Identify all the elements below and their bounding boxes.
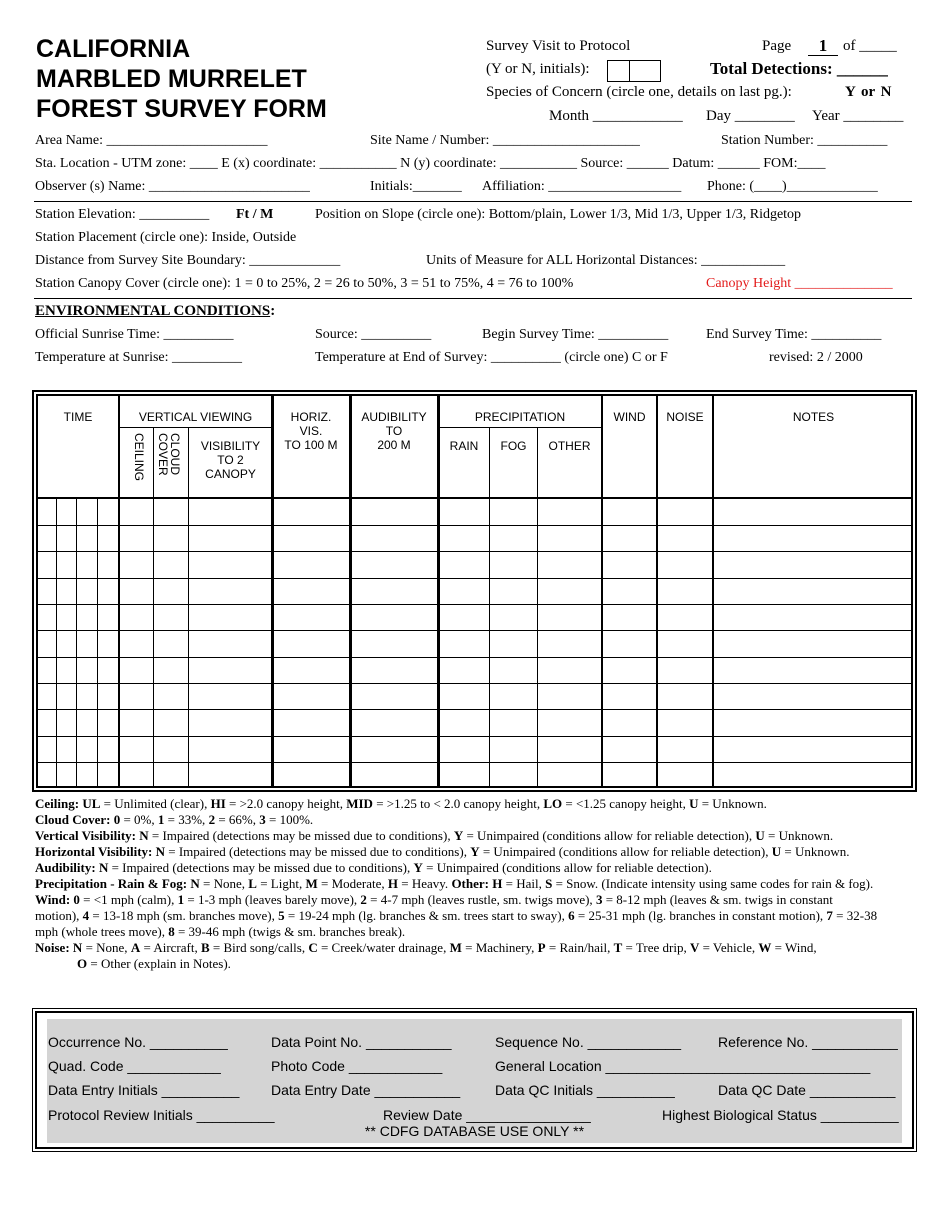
total-detections-field[interactable]: Total Detections: ______ [710, 59, 888, 78]
legend-noise-line-1: Noise: N = None, A = Aircraft, B = Bird song/calls, C = Creek/water drainage, M = Machinery, P = Rain/hail, T = Tree drip, V = Vehicle, W = Wind, [35, 940, 817, 955]
legend-audibility: Audibility: N = Impaired (detections may be missed due to conditions), Y = Unimpaired (conditions allow for reliable detection). [35, 860, 712, 875]
col-sep [118, 394, 120, 788]
month-field[interactable]: Month ____________ [549, 108, 683, 124]
protocol-initials-box[interactable] [629, 60, 630, 82]
col-sep [601, 394, 603, 788]
divider-middle [34, 298, 912, 299]
reference-no-field[interactable]: Reference No. ___________ [718, 1034, 898, 1050]
col-header-precipitation: PRECIPITATION [474, 410, 566, 424]
legend-vertical-visibility: Vertical Visibility: N = Impaired (detections may be missed due to conditions), Y = Unimpaired (conditions allow for reliable detection), U = Unknown. [35, 828, 834, 843]
header-bottom-line [36, 497, 913, 499]
form-title-line-3: FOREST SURVEY FORM [36, 95, 327, 123]
legend-noise-line-2: O = Other (explain in Notes). [77, 956, 231, 971]
highest-biological-status-field[interactable]: Highest Biological Status __________ [662, 1107, 899, 1123]
phone-field[interactable]: Phone: (____)_____________ [707, 179, 878, 194]
survey-visit-label: Survey Visit to Protocol [486, 38, 631, 54]
col-header-horiz-vis: HORIZ. VIS. TO 100 M [284, 410, 338, 452]
page-of-field[interactable]: of _____ [843, 38, 897, 54]
form-title-line-1: CALIFORNIA [36, 35, 191, 63]
subheader-line [118, 427, 271, 428]
row-line [36, 762, 913, 763]
sunrise-source-field[interactable]: Source: __________ [315, 327, 432, 342]
row-line [36, 578, 913, 579]
col-header-noise: NOISE [666, 410, 704, 424]
legend-horizontal-visibility: Horizontal Visibility: N = Impaired (detections may be missed due to conditions), Y = Unimpaired (conditions allow for reliable detection), U = Unknown. [35, 844, 850, 859]
canopy-height-field[interactable]: Canopy Height ______________ [706, 276, 893, 291]
col-sep [437, 394, 440, 788]
review-date-field[interactable]: Review Date ________________ [383, 1107, 591, 1123]
row-line [36, 630, 913, 631]
data-qc-initials-field[interactable]: Data QC Initials __________ [495, 1082, 675, 1098]
begin-survey-field[interactable]: Begin Survey Time: __________ [482, 327, 669, 342]
col-sep [76, 498, 77, 788]
page-label: Page [762, 38, 792, 54]
form-title-line-2: MARBLED MURRELET [36, 65, 307, 93]
photo-code-field[interactable]: Photo Code ____________ [271, 1058, 443, 1074]
legend-ceiling: Ceiling: UL = Unlimited (clear), HI = >2.0 canopy height, MID = >1.25 to < 2.0 canopy height, LO = <1.25 canopy height, U = Unknown. [35, 796, 767, 811]
data-point-no-field[interactable]: Data Point No. ___________ [271, 1034, 452, 1050]
canopy-cover-choice[interactable]: Station Canopy Cover (circle one): 1 = 0 to 25%, 2 = 26 to 50%, 3 = 51 to 75%, 4 = 76 to 100% [35, 276, 574, 291]
elevation-units-choice[interactable]: Ft / M [236, 207, 274, 222]
col-sep [56, 498, 57, 788]
station-number-field[interactable]: Station Number: __________ [721, 133, 888, 148]
col-header-fog: FOG [500, 439, 527, 453]
col-sep [349, 394, 352, 788]
species-of-concern-label: Species of Concern (circle one, details on last pg.): [486, 84, 792, 100]
observer-name-field[interactable]: Observer (s) Name: _______________________ [35, 179, 310, 194]
yn-initials-label: (Y or N, initials): [486, 61, 590, 77]
protocol-review-initials-field[interactable]: Protocol Review Initials __________ [48, 1107, 275, 1123]
protocol-yn-box[interactable] [607, 60, 661, 82]
quad-code-field[interactable]: Quad. Code ____________ [48, 1058, 221, 1074]
col-sep [271, 394, 274, 788]
year-field[interactable]: Year ________ [812, 108, 904, 124]
legend-wind-line-3: mph (whole trees move), 8 = 39-46 mph (twigs & sm. branches break). [35, 924, 406, 939]
database-use-only-note: ** CDFG DATABASE USE ONLY ** [364, 1123, 585, 1139]
day-field[interactable]: Day ________ [706, 108, 795, 124]
col-header-vertical-viewing: VERTICAL VIEWING [138, 410, 253, 424]
temp-end-field[interactable]: Temperature at End of Survey: __________ (circle one) C or F [315, 350, 668, 365]
subheader-line [437, 427, 601, 428]
col-header-time: TIME [63, 410, 93, 424]
row-line [36, 683, 913, 684]
data-entry-date-field[interactable]: Data Entry Date ___________ [271, 1082, 461, 1098]
station-location-field[interactable]: Sta. Location - UTM zone: ____ E (x) coordinate: ___________ N (y) coordinate: ___________ Source: ______ Datum: ______ FOM:____ [35, 156, 826, 171]
legend-wind-line-1: Wind: 0 = <1 mph (calm), 1 = 1-3 mph (leaves barely move), 2 = 4-7 mph (leaves rustle, sm. twigs move), 3 = 8-12 mph (leaves & sm. twigs in constant [35, 892, 833, 907]
legend-wind-line-2: motion), 4 = 13-18 mph (sm. branches move), 5 = 19-24 mph (lg. branches & sm. trees start to sway), 6 = 25-31 mph (lg. branches in constant motion), 7 = 32-38 [35, 908, 878, 923]
row-line [36, 657, 913, 658]
col-header-audibility: AUDIBILITY TO 200 M [361, 410, 427, 452]
row-line [36, 525, 913, 526]
position-on-slope-choice[interactable]: Position on Slope (circle one): Bottom/plain, Lower 1/3, Mid 1/3, Upper 1/3, Ridgetop [315, 207, 802, 222]
legend-precipitation: Precipitation - Rain & Fog: N = None, L = Light, M = Moderate, H = Heavy. Other: H = Hail, S = Snow. (Indicate intensity using same codes for rain & fog). [35, 876, 874, 891]
general-location-field[interactable]: General Location __________________________________ [495, 1058, 871, 1074]
station-elevation-field[interactable]: Station Elevation: __________ [35, 207, 210, 222]
col-header-wind: WIND [613, 410, 646, 424]
col-sep [153, 428, 154, 788]
initials-field[interactable]: Initials:_______ [370, 179, 462, 194]
occurrence-no-field[interactable]: Occurrence No. __________ [48, 1034, 228, 1050]
col-sep [489, 428, 490, 788]
site-name-field[interactable]: Site Name / Number: _____________________ [370, 133, 640, 148]
sequence-no-field[interactable]: Sequence No. ____________ [495, 1034, 682, 1050]
col-sep [537, 428, 538, 788]
col-header-cloud-cover: CLOUD COVER [156, 433, 182, 476]
revised-date: revised: 2 / 2000 [769, 350, 863, 365]
sunrise-time-field[interactable]: Official Sunrise Time: __________ [35, 327, 234, 342]
col-sep [712, 394, 714, 788]
col-header-notes: NOTES [792, 410, 835, 424]
col-sep [188, 428, 189, 788]
legend-cloud-cover: Cloud Cover: 0 = 0%, 1 = 33%, 2 = 66%, 3 = 100%. [35, 812, 314, 827]
temp-sunrise-field[interactable]: Temperature at Sunrise: __________ [35, 350, 243, 365]
data-entry-initials-field[interactable]: Data Entry Initials __________ [48, 1082, 240, 1098]
end-survey-field[interactable]: End Survey Time: __________ [706, 327, 882, 342]
col-sep [656, 394, 658, 788]
row-line [36, 604, 913, 605]
col-header-ceiling: CEILING [132, 433, 146, 482]
station-placement-choice[interactable]: Station Placement (circle one): Inside, Outside [35, 230, 297, 245]
col-header-rain: RAIN [449, 439, 479, 453]
units-of-measure-field[interactable]: Units of Measure for ALL Horizontal Distances: ____________ [426, 253, 786, 268]
row-line [36, 709, 913, 710]
distance-boundary-field[interactable]: Distance from Survey Site Boundary: _____________ [35, 253, 341, 268]
area-name-field[interactable]: Area Name: _______________________ [35, 133, 268, 148]
divider-top [34, 201, 912, 202]
row-line [36, 736, 913, 737]
row-line [36, 551, 913, 552]
col-sep [97, 498, 98, 788]
species-of-concern-choice[interactable]: Y or N [845, 84, 892, 100]
data-qc-date-field[interactable]: Data QC Date ___________ [718, 1082, 896, 1098]
col-header-visibility: VISIBILITY TO 2 CANOPY [200, 439, 261, 481]
affiliation-field[interactable]: Affiliation: ___________________ [482, 179, 682, 194]
environmental-heading: ENVIRONMENTAL CONDITIONS: [35, 303, 276, 319]
col-header-other: OTHER [548, 439, 591, 453]
page-number[interactable]: 1 [808, 36, 838, 56]
